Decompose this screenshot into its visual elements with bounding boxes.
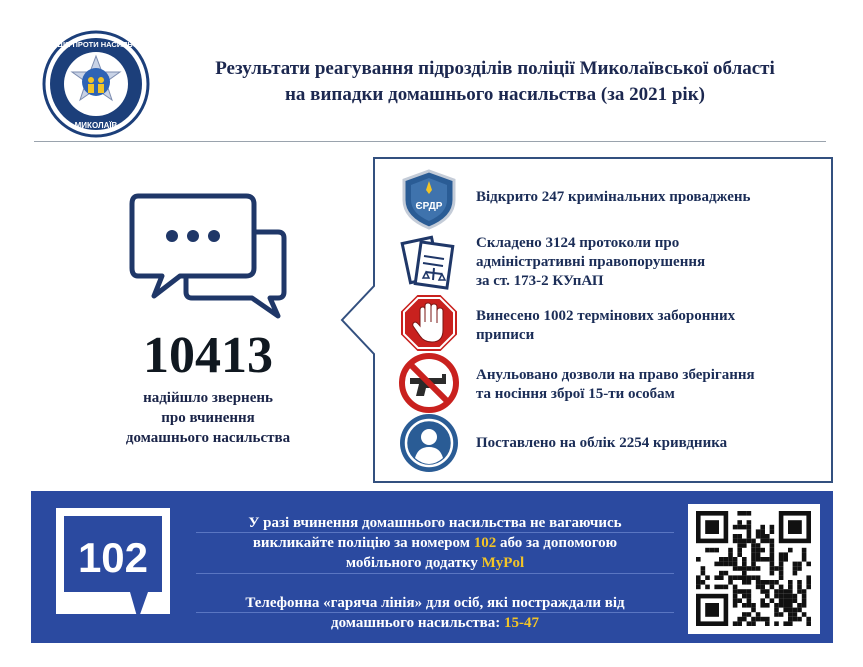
- qr-module: [701, 571, 706, 576]
- qr-module: [765, 603, 770, 608]
- qr-module: [756, 529, 761, 534]
- qr-module: [788, 589, 793, 594]
- qr-module: [747, 525, 752, 530]
- qr-module: [760, 617, 765, 622]
- qr-module: [760, 525, 765, 530]
- qr-module: [760, 603, 765, 608]
- qr-module: [788, 598, 793, 603]
- mypol-app-highlight: MyPol: [481, 555, 525, 571]
- qr-module: [770, 557, 775, 562]
- item-gun-permits: [476, 366, 816, 404]
- qr-module: [733, 594, 738, 599]
- qr-module: [806, 617, 811, 622]
- qr-module: [765, 589, 770, 594]
- qr-module: [760, 585, 765, 590]
- qr-module: [747, 539, 752, 544]
- banner-text: викликайте поліцію за номером: [252, 535, 474, 551]
- qr-module: [779, 557, 784, 562]
- qr-module: [797, 608, 802, 613]
- banner-line-1: У разі вчинення домашнього насильства не вагаючись: [248, 515, 622, 531]
- item-line: Відкрито 247 кримінальних проваджень: [476, 189, 751, 205]
- qr-module: [770, 598, 775, 603]
- qr-module: [756, 534, 761, 539]
- banner-text: мобільного додатку: [345, 555, 482, 571]
- item-line: адміністративні правопорушення: [476, 254, 706, 270]
- qr-module: [747, 534, 752, 539]
- qr-module: [714, 562, 719, 567]
- stop-hand-icon: [398, 292, 460, 354]
- banner-line-3: [196, 554, 674, 573]
- police-102-badge: [56, 508, 170, 628]
- qr-module: [751, 575, 756, 580]
- qr-module: [751, 562, 756, 567]
- qr-module: [733, 539, 738, 544]
- qr-module: [737, 617, 742, 622]
- qr-module: [737, 621, 742, 626]
- qr-module: [737, 552, 742, 557]
- qr-module: [774, 566, 779, 571]
- qr-module: [728, 552, 733, 557]
- qr-module: [779, 566, 784, 571]
- qr-module: [747, 594, 752, 599]
- item-line: Поставлено на облік 2254 кривдника: [476, 435, 728, 451]
- qr-code[interactable]: [688, 504, 820, 634]
- qr-module: [788, 612, 793, 617]
- qr-module: [737, 543, 742, 548]
- qr-module: [770, 585, 775, 590]
- qr-module: [779, 585, 784, 590]
- qr-module: [742, 603, 747, 608]
- qr-module: [719, 571, 724, 576]
- qr-module: [788, 580, 793, 585]
- qr-module: [737, 534, 742, 539]
- qr-module: [756, 612, 761, 617]
- qr-module: [774, 608, 779, 613]
- qr-module: [802, 603, 807, 608]
- qr-module: [797, 603, 802, 608]
- qr-module: [770, 571, 775, 576]
- qr-module: [724, 571, 729, 576]
- qr-module: [806, 621, 811, 626]
- qr-module: [733, 585, 738, 590]
- protocol-document-icon: [398, 232, 460, 294]
- no-gun-icon: [398, 352, 460, 414]
- qr-module: [779, 598, 784, 603]
- qr-module: [742, 539, 747, 544]
- qr-module: [737, 525, 742, 530]
- header-divider: [34, 141, 826, 142]
- qr-module: [737, 548, 742, 553]
- qr-module: [783, 594, 788, 599]
- qr-module: [802, 589, 807, 594]
- qr-module: [714, 575, 719, 580]
- item-admin-protocols: [476, 234, 816, 291]
- qr-module: [788, 617, 793, 622]
- qr-module: [751, 539, 756, 544]
- qr-module: [756, 543, 761, 548]
- qr-module: [783, 589, 788, 594]
- qr-module: [774, 580, 779, 585]
- qr-module: [705, 585, 710, 590]
- qr-module: [793, 608, 798, 613]
- banner-text: домашнього насильства:: [330, 615, 504, 631]
- qr-module: [774, 589, 779, 594]
- qr-module: [802, 548, 807, 553]
- item-registered-offenders: [476, 434, 816, 453]
- qr-module: [770, 539, 775, 544]
- title-line-1: Результати реагування підрозділів поліції Миколаївської області: [215, 58, 775, 79]
- qr-module: [793, 598, 798, 603]
- qr-module: [793, 617, 798, 622]
- qr-module: [783, 603, 788, 608]
- qr-module: [724, 585, 729, 590]
- qr-module: [737, 598, 742, 603]
- item-line: Анульовано дозволи на право зберігання: [476, 367, 755, 383]
- qr-module: [765, 534, 770, 539]
- qr-module: [733, 603, 738, 608]
- qr-module: [737, 511, 742, 516]
- banner-text: або за допомогою: [496, 535, 618, 551]
- qr-module: [756, 580, 761, 585]
- page-title: [165, 56, 825, 108]
- banner-line-2: [196, 534, 674, 553]
- qr-module: [802, 612, 807, 617]
- qr-module: [719, 575, 724, 580]
- qr-module: [751, 621, 756, 626]
- qr-module: [714, 585, 719, 590]
- qr-module: [719, 585, 724, 590]
- qr-module: [760, 598, 765, 603]
- qr-module: [806, 585, 811, 590]
- qr-module: [797, 589, 802, 594]
- title-line-2: на випадки домашнього насильства (за 2021 рік): [284, 84, 705, 105]
- qr-finder-pattern: [788, 520, 802, 534]
- qr-module: [760, 539, 765, 544]
- qr-module: [756, 552, 761, 557]
- qr-module: [760, 580, 765, 585]
- logo-text-bottom: МИКОЛАЇВ: [74, 121, 118, 130]
- qr-module: [742, 571, 747, 576]
- qr-module: [747, 612, 752, 617]
- qr-module: [747, 589, 752, 594]
- qr-module: [760, 529, 765, 534]
- qr-module: [742, 612, 747, 617]
- hotline-number-highlight: 15-47: [504, 615, 539, 631]
- qr-module: [770, 552, 775, 557]
- qr-module: [747, 603, 752, 608]
- qr-module: [733, 589, 738, 594]
- qr-module: [774, 594, 779, 599]
- qr-module: [783, 621, 788, 626]
- qr-module: [770, 525, 775, 530]
- qr-module: [765, 539, 770, 544]
- total-reports-number: 10413: [143, 327, 273, 384]
- caption-line-1: надійшло звернень: [143, 390, 273, 406]
- qr-module: [751, 543, 756, 548]
- qr-module: [742, 511, 747, 516]
- qr-module: [747, 529, 752, 534]
- qr-module: [779, 575, 784, 580]
- qr-module: [742, 594, 747, 599]
- qr-module: [742, 575, 747, 580]
- user-profile-icon: [398, 412, 460, 474]
- qr-module: [802, 594, 807, 599]
- qr-module: [756, 557, 761, 562]
- qr-module: [783, 608, 788, 613]
- logo-text-top: ПОЛІЦІЯ ПРОТИ НАСИЛЬСТВА: [40, 40, 152, 49]
- qr-module: [797, 562, 802, 567]
- qr-module: [751, 557, 756, 562]
- erdr-shield-icon: [398, 168, 460, 230]
- qr-module: [742, 580, 747, 585]
- qr-module: [760, 589, 765, 594]
- qr-module: [701, 566, 706, 571]
- qr-module: [774, 612, 779, 617]
- qr-module: [733, 566, 738, 571]
- qr-module: [733, 525, 738, 530]
- qr-module: [779, 552, 784, 557]
- qr-module: [797, 585, 802, 590]
- qr-module: [788, 603, 793, 608]
- qr-module: [802, 557, 807, 562]
- qr-module: [737, 520, 742, 525]
- qr-module: [728, 580, 733, 585]
- qr-module: [733, 575, 738, 580]
- banner-separator: [196, 573, 674, 574]
- qr-module: [756, 617, 761, 622]
- qr-module: [770, 548, 775, 553]
- item-line: за ст. 173-2 КУпАП: [476, 273, 604, 289]
- erdr-badge-text: ЄРДР: [415, 201, 443, 212]
- qr-module: [747, 580, 752, 585]
- qr-module: [714, 548, 719, 553]
- police-number-highlight: 102: [473, 535, 497, 551]
- qr-module: [779, 594, 784, 599]
- qr-module: [770, 543, 775, 548]
- qr-module: [788, 594, 793, 599]
- qr-module: [742, 589, 747, 594]
- qr-module: [806, 575, 811, 580]
- qr-module: [793, 594, 798, 599]
- qr-module: [747, 566, 752, 571]
- qr-module: [728, 575, 733, 580]
- qr-module: [742, 543, 747, 548]
- badge-102-number: 102: [77, 534, 149, 581]
- qr-module: [802, 598, 807, 603]
- qr-module: [737, 566, 742, 571]
- qr-module: [765, 617, 770, 622]
- qr-module: [774, 603, 779, 608]
- qr-module: [751, 608, 756, 613]
- qr-module: [802, 552, 807, 557]
- qr-module: [765, 594, 770, 599]
- police-logo: [40, 30, 152, 138]
- qr-module: [719, 557, 724, 562]
- qr-module: [770, 566, 775, 571]
- qr-module: [788, 621, 793, 626]
- qr-finder-pattern: [705, 603, 719, 617]
- qr-finder-pattern: [705, 520, 719, 534]
- qr-module: [737, 575, 742, 580]
- qr-module: [742, 617, 747, 622]
- qr-module: [733, 621, 738, 626]
- qr-module: [733, 562, 738, 567]
- qr-module: [751, 603, 756, 608]
- qr-module: [806, 580, 811, 585]
- qr-module: [797, 580, 802, 585]
- qr-module: [756, 585, 761, 590]
- qr-module: [783, 552, 788, 557]
- qr-module: [770, 562, 775, 567]
- qr-module: [765, 557, 770, 562]
- qr-module: [788, 585, 793, 590]
- item-line: Складено 3124 протоколи про: [476, 235, 680, 251]
- qr-module: [705, 548, 710, 553]
- qr-module: [788, 548, 793, 553]
- item-line: та носіння зброї 15-ти особам: [476, 386, 675, 402]
- qr-module: [747, 575, 752, 580]
- qr-module: [742, 557, 747, 562]
- chat-bubbles-icon: [128, 188, 288, 328]
- qr-module: [724, 562, 729, 567]
- qr-module: [728, 562, 733, 567]
- qr-module: [724, 557, 729, 562]
- qr-module: [728, 557, 733, 562]
- qr-module: [696, 580, 701, 585]
- qr-module: [751, 548, 756, 553]
- qr-module: [793, 571, 798, 576]
- total-reports-caption: [90, 388, 326, 448]
- qr-module: [756, 566, 761, 571]
- qr-module: [806, 562, 811, 567]
- item-criminal-cases: [476, 188, 816, 207]
- qr-module: [765, 621, 770, 626]
- caption-line-3: домашнього насильства: [125, 430, 291, 446]
- qr-module: [797, 617, 802, 622]
- qr-module: [770, 529, 775, 534]
- qr-module: [783, 598, 788, 603]
- banner-line-4: Телефонна «гаряча лінія» для осіб, які постраждали від: [245, 595, 625, 611]
- qr-module: [733, 598, 738, 603]
- qr-module: [793, 562, 798, 567]
- qr-module: [719, 562, 724, 567]
- qr-module: [742, 566, 747, 571]
- qr-module: [797, 566, 802, 571]
- qr-module: [696, 585, 701, 590]
- qr-module: [751, 552, 756, 557]
- qr-module: [710, 548, 715, 553]
- qr-module: [747, 598, 752, 603]
- qr-module: [747, 511, 752, 516]
- qr-module: [765, 580, 770, 585]
- qr-module: [737, 539, 742, 544]
- qr-module: [779, 562, 784, 567]
- qr-module: [779, 589, 784, 594]
- qr-module: [747, 621, 752, 626]
- qr-module: [742, 525, 747, 530]
- qr-module: [760, 548, 765, 553]
- qr-module: [701, 580, 706, 585]
- qr-module: [742, 562, 747, 567]
- qr-module: [779, 603, 784, 608]
- qr-module: [737, 589, 742, 594]
- qr-module: [747, 520, 752, 525]
- qr-module: [751, 617, 756, 622]
- qr-module: [793, 566, 798, 571]
- qr-module: [760, 557, 765, 562]
- qr-module: [779, 612, 784, 617]
- qr-module: [788, 608, 793, 613]
- qr-module: [728, 548, 733, 553]
- qr-module: [770, 580, 775, 585]
- item-restraining-orders: [476, 307, 816, 345]
- qr-module: [733, 534, 738, 539]
- qr-module: [696, 557, 701, 562]
- caption-line-2: про вчинення: [161, 410, 255, 426]
- qr-module: [733, 557, 738, 562]
- qr-module: [696, 575, 701, 580]
- item-line: Винесено 1002 термінових заборонних: [476, 308, 736, 324]
- qr-module: [793, 612, 798, 617]
- qr-module: [756, 575, 761, 580]
- qr-module: [779, 571, 784, 576]
- qr-module: [774, 621, 779, 626]
- qr-module: [756, 548, 761, 553]
- banner-line-5: [196, 614, 674, 633]
- qr-module: [783, 557, 788, 562]
- qr-module: [760, 534, 765, 539]
- qr-module: [705, 575, 710, 580]
- item-line: приписи: [476, 327, 535, 343]
- qr-module: [751, 566, 756, 571]
